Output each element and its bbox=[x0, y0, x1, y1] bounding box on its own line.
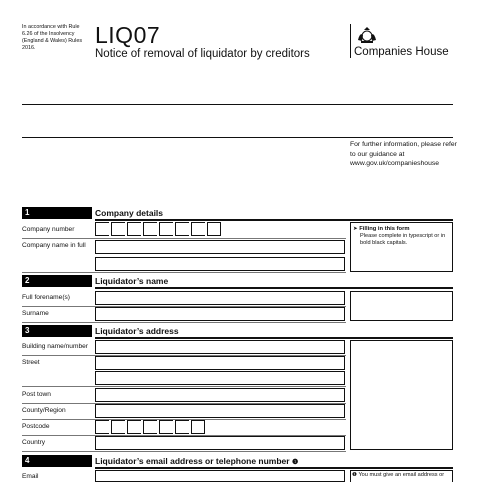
char-box[interactable] bbox=[159, 420, 173, 434]
help-note-text: Please complete in typescript or in bold black capitals. bbox=[360, 233, 446, 246]
company-number-field[interactable] bbox=[95, 222, 223, 236]
char-box[interactable] bbox=[159, 222, 173, 236]
postcode-label: Postcode bbox=[22, 423, 50, 430]
help-note-title: Filling in this form bbox=[359, 226, 410, 232]
char-box[interactable] bbox=[191, 222, 205, 236]
char-box[interactable] bbox=[127, 420, 141, 434]
royal-crest-icon bbox=[356, 26, 378, 44]
row-divider bbox=[22, 451, 346, 452]
guidance-text: For further information, please refer to our guidance at www.gov.uk/companieshouse bbox=[350, 141, 457, 167]
country-field[interactable] bbox=[95, 436, 345, 450]
section-title bbox=[95, 456, 298, 466]
street-field-line2[interactable] bbox=[95, 371, 345, 385]
section-title: Company details bbox=[95, 208, 164, 218]
company-name-field[interactable] bbox=[95, 240, 345, 254]
side-box bbox=[350, 340, 453, 450]
row-divider bbox=[22, 322, 346, 323]
row-divider bbox=[22, 238, 346, 239]
brand-name: Companies House bbox=[354, 46, 449, 58]
section-rule bbox=[95, 287, 453, 289]
char-box[interactable] bbox=[207, 222, 221, 236]
email-field[interactable] bbox=[95, 470, 345, 482]
company-name-field-line2[interactable] bbox=[95, 257, 345, 271]
section-rule bbox=[95, 467, 453, 469]
char-box[interactable] bbox=[175, 420, 189, 434]
divider bbox=[22, 104, 453, 105]
row-divider bbox=[22, 272, 346, 273]
arrow-icon: ➤ bbox=[353, 226, 358, 232]
company-name-label: Company name in full bbox=[22, 242, 86, 249]
side-box bbox=[350, 291, 453, 321]
char-box[interactable] bbox=[95, 222, 109, 236]
rule-reference-note: In accordance with Rule 6.26 of the Insolvency (England & Wales) Rules 2016. bbox=[22, 24, 83, 51]
street-field[interactable] bbox=[95, 356, 345, 370]
row-divider bbox=[22, 386, 346, 387]
section-title: Liquidator’s address bbox=[95, 326, 179, 336]
char-box[interactable] bbox=[175, 222, 189, 236]
forenames-label: Full forename(s) bbox=[22, 294, 71, 301]
section-rule bbox=[95, 219, 453, 221]
county-label: County/Region bbox=[22, 407, 66, 414]
section-rule bbox=[95, 337, 453, 339]
county-field[interactable] bbox=[95, 404, 345, 418]
companies-house-logo bbox=[350, 24, 460, 64]
surname-label: Surname bbox=[22, 310, 49, 317]
char-box[interactable] bbox=[143, 420, 157, 434]
form-code: LIQ07 bbox=[95, 22, 161, 48]
section-number: 2 bbox=[22, 275, 92, 287]
divider bbox=[22, 137, 453, 138]
post-town-label: Post town bbox=[22, 391, 51, 398]
email-label: Email bbox=[22, 473, 39, 480]
char-box[interactable] bbox=[143, 222, 157, 236]
post-town-field[interactable] bbox=[95, 388, 345, 402]
company-number-label: Company number bbox=[22, 226, 75, 233]
section-title-text: Liquidator’s email address or telephone number bbox=[95, 456, 290, 466]
logo-divider bbox=[350, 24, 351, 58]
char-box[interactable] bbox=[111, 420, 125, 434]
surname-field[interactable] bbox=[95, 307, 345, 321]
building-label: Building name/number bbox=[22, 343, 88, 350]
char-box[interactable] bbox=[95, 420, 109, 434]
section-number: 4 bbox=[22, 455, 92, 467]
form-title: Notice of removal of liquidator by creditors bbox=[95, 48, 310, 60]
section-number: 1 bbox=[22, 207, 92, 219]
forenames-field[interactable] bbox=[95, 291, 345, 305]
info-icon: ❶ bbox=[352, 472, 358, 478]
help-note bbox=[353, 226, 456, 247]
street-label: Street bbox=[22, 359, 40, 366]
info-icon: ❶ bbox=[291, 459, 299, 466]
section-number: 3 bbox=[22, 325, 92, 337]
country-label: Country bbox=[22, 439, 46, 446]
help-note bbox=[352, 472, 455, 479]
char-box[interactable] bbox=[191, 420, 205, 434]
building-field[interactable] bbox=[95, 340, 345, 354]
section-title: Liquidator’s name bbox=[95, 276, 169, 286]
postcode-field[interactable] bbox=[95, 420, 207, 434]
char-box[interactable] bbox=[111, 222, 125, 236]
help-note-text: You must give an email address or bbox=[358, 472, 445, 478]
char-box[interactable] bbox=[127, 222, 141, 236]
